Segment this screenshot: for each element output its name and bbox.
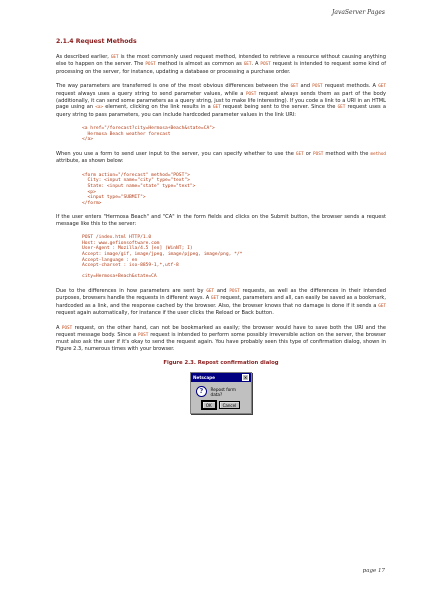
text-run: element, clicking on the link results in a bbox=[103, 104, 213, 111]
inline-code: GET bbox=[295, 152, 304, 158]
paragraph-6 bbox=[56, 325, 386, 353]
paragraph-3 bbox=[56, 151, 386, 165]
text-run: A bbox=[56, 324, 62, 331]
paragraph-4 bbox=[56, 214, 386, 227]
text-run: request, on the other hand, can not be bookmarked as easily; the browser would have to save both the URI and the request message body. Since a bbox=[56, 324, 386, 338]
inline-code: GET bbox=[378, 303, 386, 309]
close-icon[interactable]: × bbox=[243, 375, 248, 381]
page-number: page 17 bbox=[362, 568, 385, 574]
text-run: Due to the differences in how parameters are sent by bbox=[56, 287, 207, 294]
inline-code: POST bbox=[137, 333, 149, 338]
section-title: 2.1.4 Request Methods bbox=[56, 38, 137, 45]
paragraph-5 bbox=[56, 288, 386, 317]
paragraph-1 bbox=[56, 54, 386, 75]
inline-code: method bbox=[370, 152, 386, 158]
code-block-link: <a href="/forecast?city=Hermosa+Beach&state=CA"> Hermosa Beach weather forecast </a> bbox=[82, 126, 215, 143]
text-run: request uses a query string to pass parameters, you can include hardcoded parameter values in the link URI: bbox=[56, 104, 386, 118]
paragraph-2 bbox=[56, 83, 386, 118]
inline-code: POST bbox=[313, 152, 324, 158]
text-run: request always sends them as part of the body (additionally, it can send some parameters as a query string, just to make life interesting). If you code a link to a URI in an HTML page using an bbox=[56, 90, 386, 111]
inline-code: GET bbox=[337, 105, 346, 111]
text-run: request, parameters and all, can easily be saved as a bookmark, hardcoded as a link, and the response cached by the browser. Also, the browser knows that no damage is done if it sends a bbox=[56, 295, 386, 309]
page-content bbox=[56, 38, 386, 414]
text-run: request again automatically, for instance if the user clicks the Reload or Back button. bbox=[56, 310, 274, 317]
text-run: The way parameters are transferred is one of the most obvious differences between the bbox=[56, 83, 291, 90]
text-run: When you use a form to send user input to the server, you can specify whether to use the bbox=[56, 151, 296, 158]
dialog-message: Repost form data? bbox=[210, 386, 236, 397]
text-run: or bbox=[303, 151, 314, 158]
inline-code: POST bbox=[245, 91, 257, 97]
inline-code: GET bbox=[210, 296, 219, 302]
inline-code: GET bbox=[206, 288, 215, 294]
code-block-request: POST /index.html HTTP/1.0 Host: www.gefionsoftware.com User-Agent : Mozilla/4.5 [en] (WinNT; I) Accept: image/gif, image/jpeg, image/pjpeg, image/png, */* Accept-language : en Accept-charset : iso-8859-1,*,utf-8 city=Hermosa+Beach&state=CA bbox=[82, 235, 243, 280]
text-run: request is intended to perform some possibly irreversible action on the server, the browser must also ask the user if it's okay to send the request again. You have probably seen this type of confirmation dialog, shown in Figure 2.3, numerous times with your browser. bbox=[56, 332, 386, 352]
text-run: request always uses a query string to send parameter values, while a bbox=[56, 90, 246, 97]
inline-code: GET bbox=[290, 84, 299, 90]
text-run: attribute, as shown below: bbox=[56, 158, 124, 165]
text-run: request being sent to the server. Since the bbox=[220, 104, 338, 111]
inline-code: GET bbox=[212, 105, 221, 111]
figure-caption: Figure 2.3. Repost confirmation dialog bbox=[163, 360, 279, 367]
dialog-title-bar bbox=[191, 373, 251, 382]
text-run: and bbox=[298, 83, 313, 90]
inline-code: GET bbox=[243, 62, 252, 68]
text-run: request is intended to request some kind of processing on the server, for instance, updating a database or processing a purchase order. bbox=[56, 61, 386, 75]
dialog-title: Netscape bbox=[193, 375, 215, 381]
text-run: . A bbox=[251, 61, 261, 68]
inline-code: GET bbox=[110, 55, 119, 60]
text-run: request methods. A bbox=[322, 83, 379, 90]
text-run: method is almost as common as bbox=[155, 61, 244, 68]
text-run: requests, as well as the differences in their intended purposes, browsers handle the requests in different ways. A bbox=[56, 287, 387, 302]
inline-code: POST bbox=[260, 62, 271, 68]
inline-code: <a> bbox=[95, 105, 104, 111]
inline-code: POST bbox=[145, 62, 156, 68]
text-run: If the user enters "Hermosa Beach" and "CA" in the form fields and clicks on the Submit button, the browser sends a request message like this to the server: bbox=[56, 214, 386, 227]
inline-code: POST bbox=[61, 325, 73, 331]
inline-code: POST bbox=[312, 84, 323, 90]
inline-code: GET bbox=[378, 84, 386, 90]
text-run: and bbox=[214, 287, 230, 294]
ok-button[interactable]: OK bbox=[202, 401, 216, 409]
inline-code: POST bbox=[229, 288, 240, 294]
dialog-body bbox=[191, 382, 251, 399]
text-run: method with the bbox=[323, 151, 371, 158]
repost-dialog bbox=[190, 372, 252, 414]
running-head: JavaServer Pages bbox=[331, 9, 385, 16]
text-run: As described earlier, bbox=[56, 54, 111, 60]
text-run: is the most commonly used request method, intended to retrieve a resource without causing anything else to happen on the server. The bbox=[56, 54, 386, 68]
dialog-buttons bbox=[191, 399, 251, 413]
question-icon: ? bbox=[196, 386, 207, 397]
cancel-button[interactable]: Cancel bbox=[219, 401, 241, 409]
code-block-form: <form action="/forecast" method="POST"> City: <input name="city" type="text"> State: <input name="state" type="text"> <p> <input type="SUBMIT"> </form> bbox=[82, 172, 196, 206]
